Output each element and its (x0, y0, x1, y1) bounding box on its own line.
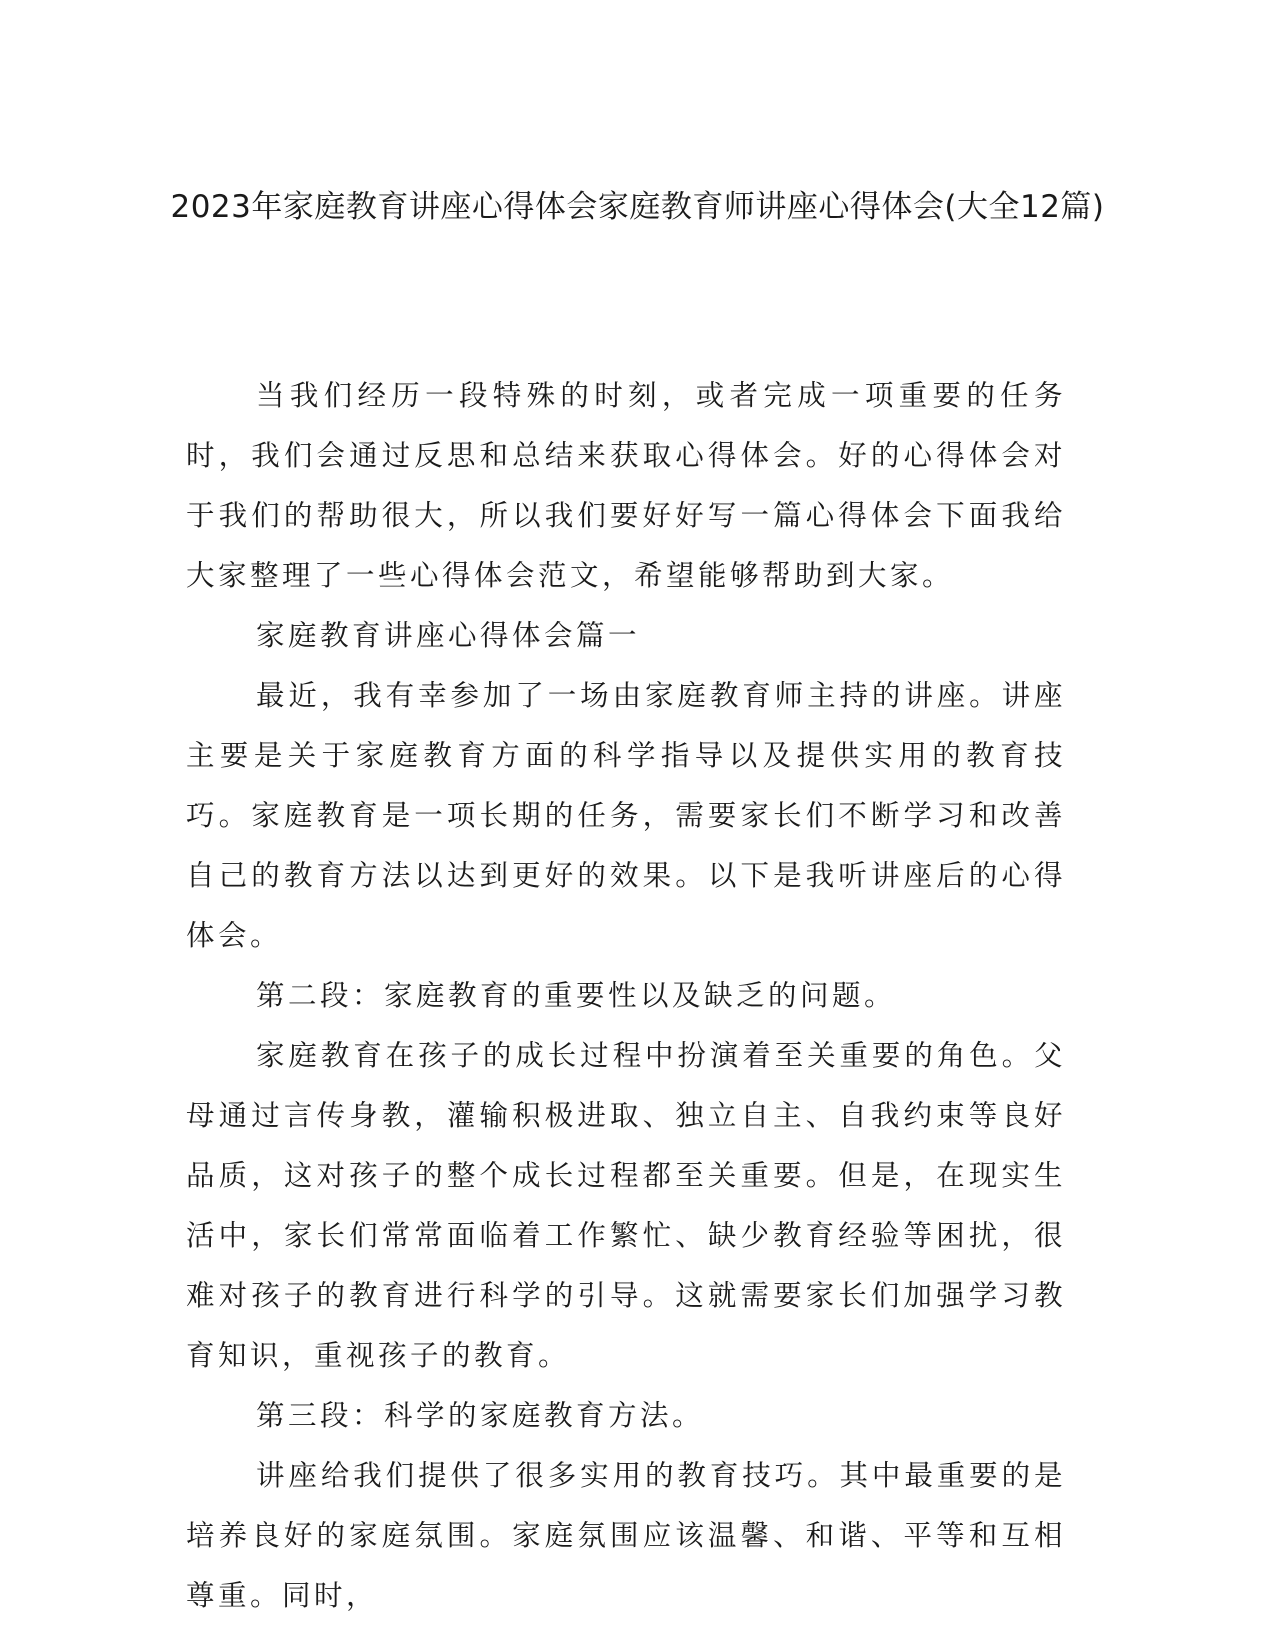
paragraph-intro: 当我们经历一段特殊的时刻，或者完成一项重要的任务时，我们会通过反思和总结来获取心得体会。好的心得体会对于我们的帮助很大，所以我们要好好写一篇心得体会下面我给大家整理了一些心得体会范文，希望能够帮助到大家。 (186, 379, 1066, 592)
section-heading-second: 第二段：家庭教育的重要性以及缺乏的问题。 (256, 979, 897, 1012)
paragraph-lecture-overview: 最近，我有幸参加了一场由家庭教育师主持的讲座。讲座主要是关于家庭教育方面的科学指导以及提供实用的教育技巧。家庭教育是一项长期的任务，需要家长们不断学习和改善自己的教育方法以达到更好的效果。以下是我听讲座后的心得体会。 (186, 679, 1066, 952)
paragraph-importance: 家庭教育在孩子的成长过程中扮演着至关重要的角色。父母通过言传身教，灌输积极进取、独立自主、自我约束等良好品质，这对孩子的整个成长过程都至关重要。但是，在现实生活中，家长们常常面临着工作繁忙、缺少教育经验等困扰，很难对孩子的教育进行科学的引导。这就需要家长们加强学习教育知识，重视孩子的教育。 (186, 1039, 1066, 1372)
section-heading-part-one: 家庭教育讲座心得体会篇一 (256, 619, 641, 652)
document-body (186, 366, 1066, 1626)
paragraph-methods: 讲座给我们提供了很多实用的教育技巧。其中最重要的是培养良好的家庭氛围。家庭氛围应该温馨、和谐、平等和互相尊重。同时， (186, 1459, 1066, 1612)
section-heading-third: 第三段：科学的家庭教育方法。 (256, 1399, 705, 1432)
document-title: 2023年家庭教育讲座心得体会家庭教育师讲座心得体会(大全12篇) (170, 189, 1105, 225)
